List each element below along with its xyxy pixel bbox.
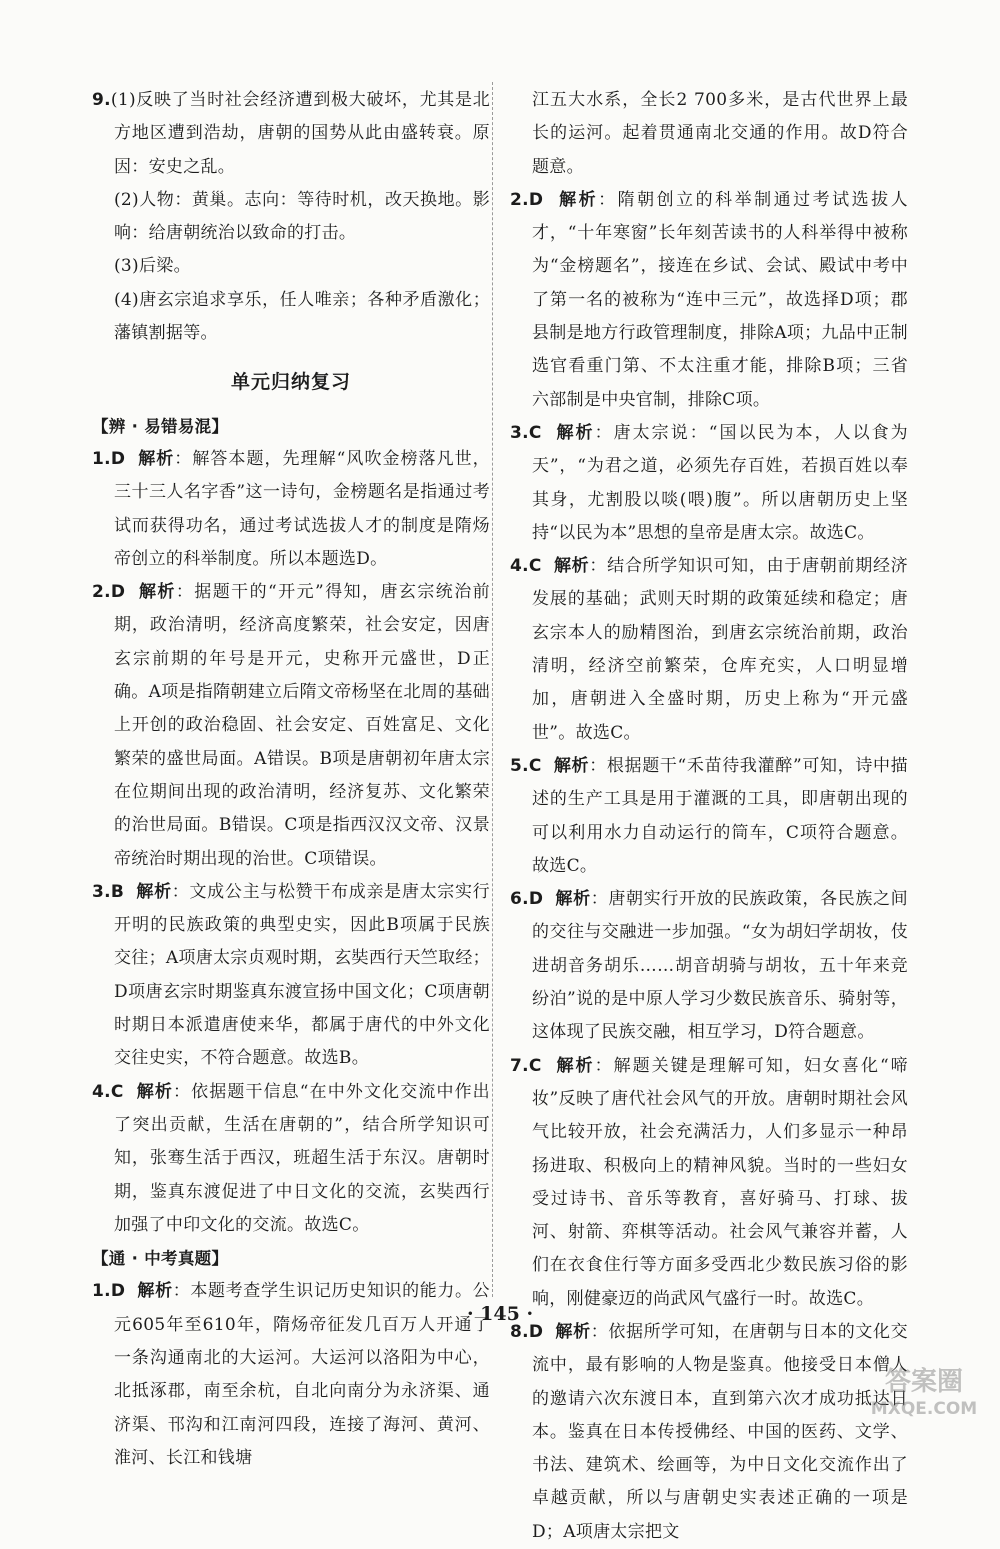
item-answer: C: [528, 755, 542, 776]
s2-item-6: [510, 883, 908, 1049]
item-number: 7.: [510, 1055, 529, 1076]
analysis-label: 解析: [138, 448, 175, 469]
analysis-label: 解析: [556, 422, 595, 443]
watermark-text: 答案圈: [884, 1367, 964, 1397]
q9-part2: (2)人物：黄巢。志向：等待时机，改天换地。影响：给唐朝统治以致命的打击。: [114, 189, 490, 244]
item-text: ：唐朝实行开放的民族政策，各民族之间的交往与交融进一步加强。“女为胡妇学胡妆，伎进胡音务胡乐……胡音胡骑与胡妆，五十年来竞纷泊”说的是中原人学习少数民族音乐、骑射等，这体现了民族交融，相互学习，D符合题意。: [532, 889, 908, 1043]
item-answer: D: [110, 582, 126, 603]
q9-part1: [92, 84, 490, 184]
q9-part4: (4)唐玄宗追求享乐，任人唯亲；各种矛盾激化；藩镇割据等。: [114, 289, 490, 344]
analysis-label: 解析: [555, 889, 591, 910]
item-number: 3.: [92, 881, 111, 902]
item-text: ：唐太宗说：“国以民为本，人以食为天”，“为君之道，必须先存百姓，若损百姓以奉其身，尤割股以啖(喂)腹”。所以唐朝历史上坚持“以民为本”思想的皇帝是唐太宗。故选C。: [532, 422, 908, 543]
item-answer: C: [528, 1055, 542, 1076]
item-number: 1.: [92, 1281, 111, 1302]
item-number: 6.: [510, 889, 529, 910]
s2-item-2: [510, 184, 908, 417]
q9-part1-text: (1)反映了当时社会经济遭到极大破坏，尤其是北方地区遭到浩劫，唐朝的国势从此由盛转衰。原因：安史之乱。: [110, 90, 490, 177]
item-number: 2.: [92, 582, 111, 603]
s2-item-7: [510, 1050, 908, 1316]
s2-item-1-continuation: 江五大水系，全长2 700多米，是古代世界上最长的运河。起着贯通南北交通的作用。故D符合题意。: [532, 90, 908, 177]
s1-item-2: [92, 576, 490, 876]
analysis-label: 解析: [137, 1281, 173, 1302]
s1-item-4: [92, 1076, 490, 1242]
analysis-label: 解析: [139, 582, 176, 603]
s2-item-3: [510, 417, 908, 550]
item-number: 4.: [510, 556, 529, 577]
s2-item-4: [510, 550, 908, 750]
analysis-label: 解析: [553, 755, 590, 776]
right-column: [510, 84, 908, 1549]
item-answer: C: [110, 1081, 124, 1102]
item-answer: D: [528, 189, 544, 210]
item-answer: D: [528, 1321, 544, 1342]
analysis-label: 解析: [555, 1321, 591, 1342]
item-text: ：根据题干“禾苗待我灌醉”可知，诗中描述的生产工具是用于灌溉的工具，即唐朝出现的可以利用水力自动运行的筒车，C项符合题意。故选C。: [532, 755, 908, 876]
analysis-label: 解析: [136, 881, 172, 902]
s2-item-5: [510, 750, 908, 883]
left-column: [92, 84, 490, 1475]
analysis-label: 解析: [556, 1055, 595, 1076]
item-text: ：解答本题，先理解“风吹金榜落凡世，三十三人名字香”这一诗句，金榜题名是指通过考试而获得功名，通过考试选拔人才的制度是隋炀帝创立的科举制度。所以本题选D。: [114, 448, 490, 569]
s1-item-3: [92, 876, 490, 1076]
column-divider: [492, 82, 493, 1297]
item-answer: B: [110, 881, 125, 902]
item-text: ：隋朝创立的科举制通过考试选拔人才，“十年寒窗”长年刻苦读书的人科举得中被称为“金榜题名”，接连在乡试、会试、殿试中考中了第一名的被称为“连中三元”，故选择D项；郡县制是地方行政管理制度，排除A项；九品中正制选官看重门第、不太注重才能，排除B项；三省六部制是中央官制，排除C项。: [532, 189, 908, 410]
item-number: 8.: [510, 1321, 529, 1342]
item-number: 5.: [510, 755, 529, 776]
page-number: · 145 ·: [466, 1303, 534, 1325]
analysis-label: 解析: [559, 189, 599, 210]
item-answer: D: [528, 889, 544, 910]
item-number: 1.: [92, 448, 111, 469]
s2-item-8: [510, 1316, 908, 1549]
item-answer: D: [110, 1281, 126, 1302]
item-text: ：结合所学知识可知，由于唐朝前期经济发展的基础；武则天时期的政策延续和稳定；唐玄宗本人的励精图治，到唐玄宗统治前期，政治清明，经济空前繁荣，仓库充实，人口明显增加，唐朝进入全盛时期，历史上称为“开元盛世”。故选C。: [532, 556, 908, 743]
item-text: ：依据题干信息“在中外文化交流中作出了突出贡献，生活在唐朝的”，结合所学知识可知，张骞生活于西汉，班超生活于东汉。唐朝时期，鉴真东渡促进了中日文化的交流，玄奘西行加强了中印文化的交流。故选C。: [114, 1081, 490, 1235]
analysis-label: 解析: [136, 1081, 173, 1102]
watermark-domain: MXQE.COM: [870, 1399, 978, 1419]
item-number: 3.: [510, 422, 529, 443]
s1-item-1: [92, 443, 490, 576]
q9-part3: (3)后梁。: [114, 256, 191, 277]
item-number: 2.: [510, 189, 529, 210]
item-text: ：依据所学可知，在唐朝与日本的文化交流中，最有影响的人物是鉴真。他接受日本僧人的邀请六次东渡日本，直到第六次才成功抵达日本。鉴真在日本传授佛经、中国的医药、文学、书法、建筑术、绘画等，为中日文化交流作出了卓越贡献，所以与唐朝史实表述正确的一项是D；A项唐太宗把文: [532, 1321, 908, 1542]
item-text: ：本题考查学生识记历史知识的能力。公元605年至610年，隋炀帝征发几百万人开通了一条沟通南北的大运河。大运河以洛阳为中心，北抵涿郡，南至余杭，自北向南分为永济渠、通济渠、邗沟和江南河四段，连接了海河、黄河、淮河、长江和钱塘: [114, 1281, 490, 1468]
section-exam-questions-heading: 【通 · 中考真题】: [92, 1249, 229, 1269]
watermark-logo: [862, 1362, 986, 1420]
item-answer: C: [528, 422, 542, 443]
item-text: ：文成公主与松赞干布成亲是唐太宗实行开明的民族政策的典型史实，因此B项属于民族交往；A项唐太宗贞观时期，玄奘西行天竺取经；D项唐玄宗时期鉴真东渡宣扬中国文化；C项唐朝时期日本派遣唐使来华，都属于唐代的中外文化交往史实，不符合题意。故选B。: [114, 881, 490, 1069]
section-confusables-heading: 【辨 · 易错易混】: [92, 416, 229, 436]
item-answer: D: [110, 448, 126, 469]
item-number: 4.: [92, 1081, 111, 1102]
analysis-label: 解析: [553, 556, 590, 577]
q9-number: 9.: [92, 90, 111, 110]
item-answer: C: [528, 556, 542, 577]
item-text: ：解题关键是理解可知，妇女喜化“啼妆”反映了唐代社会风气的开放。唐朝时期社会风气比较开放，社会充满活力，人们多显示一种昂扬进取、积极向上的精神风貌。当时的一些妇女受过诗书、音乐等教育，喜好骑马、打球、拔河、射箭、弈棋等活动。社会风气兼容并蓄，人们在衣食住行等方面多受西北少数民族习俗的影响，刚健豪迈的尚武风气盛行一时。故选C。: [532, 1055, 908, 1309]
item-text: ：据题干的“开元”得知，唐玄宗统治前期，政治清明，经济高度繁荣，社会安定，因唐玄宗前期的年号是开元，史称开元盛世，D正确。A项是指隋朝建立后隋文帝杨坚在北周的基础上开创的政治稳固、社会安定、百姓富足、文化繁荣的盛世局面。A错误。B项是唐朝初年唐太宗在位期间出现的政治清明，经济复苏、文化繁荣的治世局面。B错误。C项是指西汉汉文帝、汉景帝统治时期出现的治世。C项错误。: [114, 582, 490, 869]
unit-review-heading: 单元归纳复习: [230, 371, 351, 394]
